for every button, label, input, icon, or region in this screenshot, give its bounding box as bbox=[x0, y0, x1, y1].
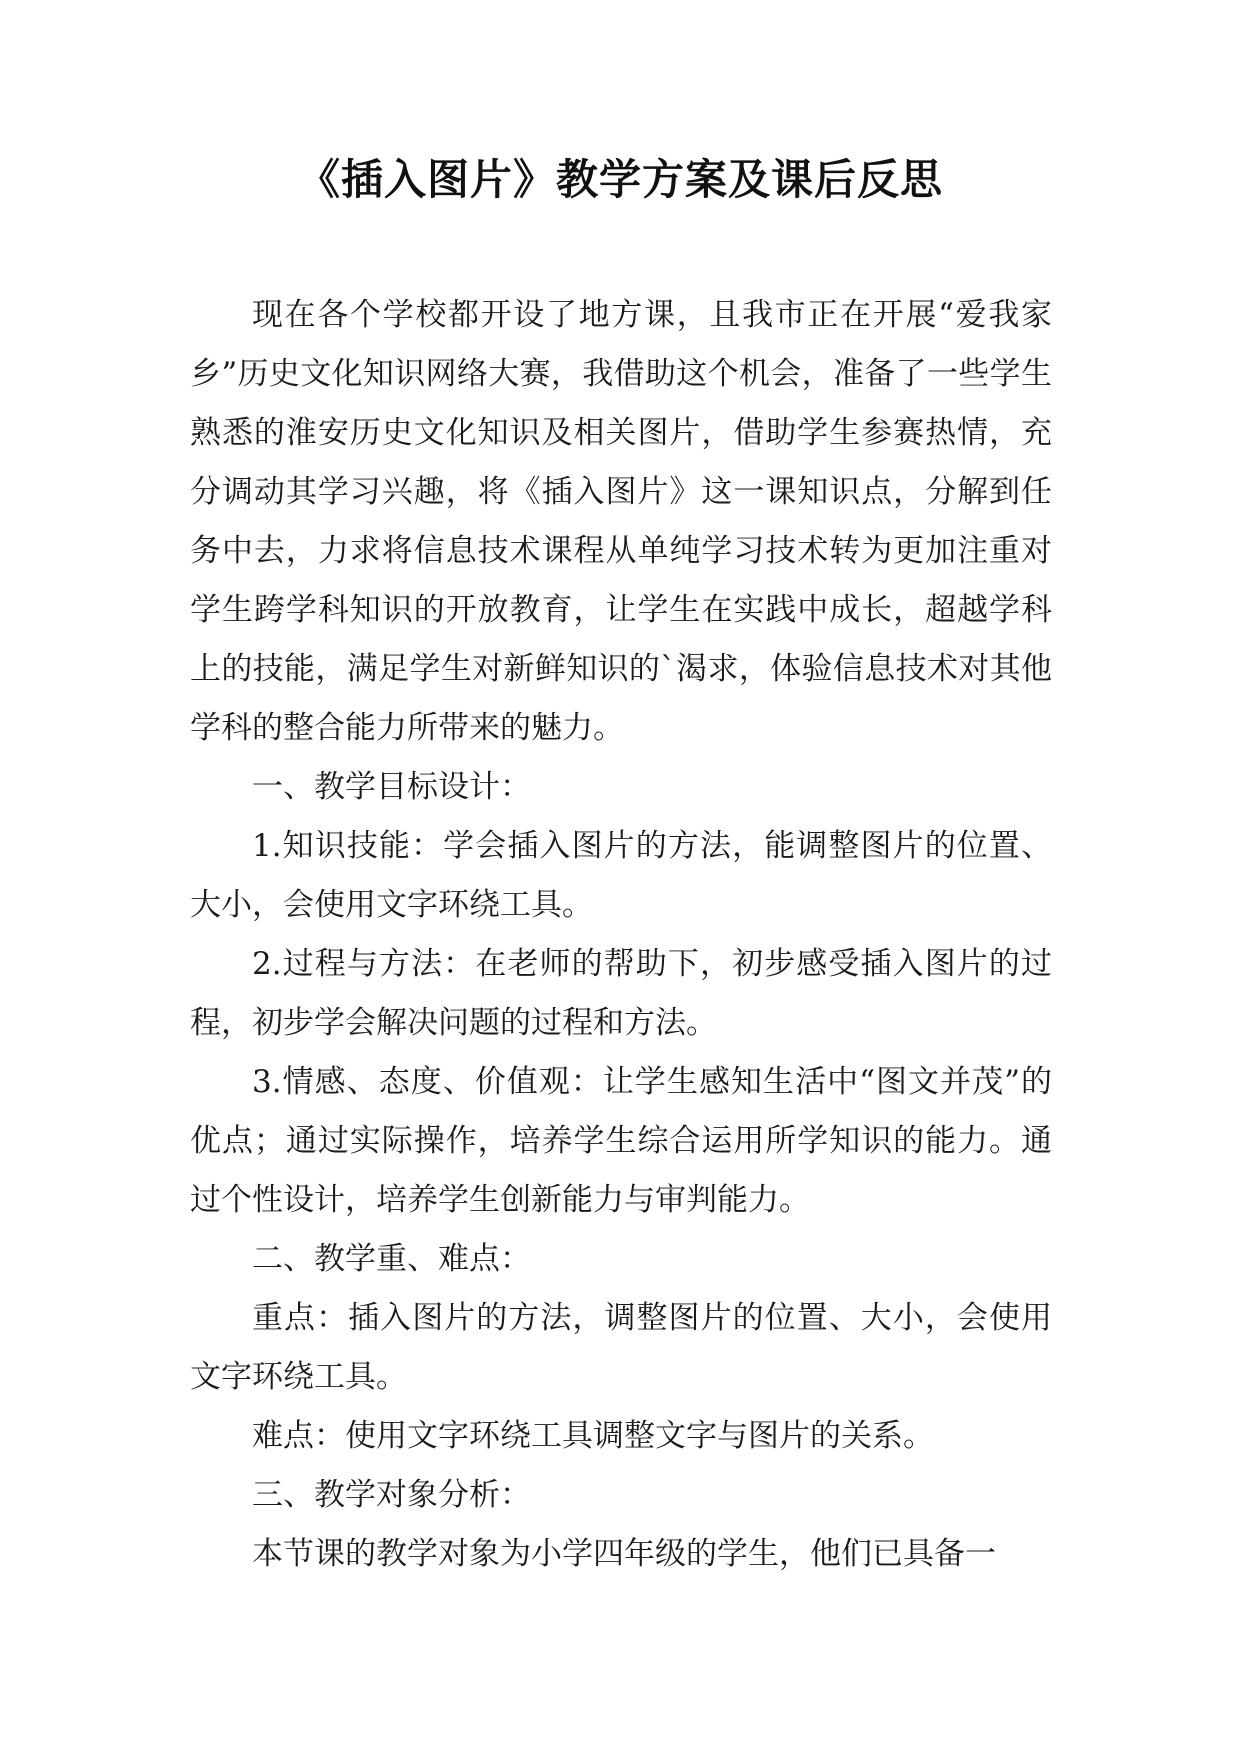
document-body bbox=[190, 286, 1052, 1584]
section-heading-objectives: 一、教学目标设计： bbox=[252, 769, 531, 805]
objective-process-methods: 2.过程与方法：在老师的帮助下，初步感受插入图片的过程，初步学会解决问题的过程和方法。 bbox=[190, 946, 1052, 1041]
objective-emotion-values: 3.情感、态度、价值观：让学生感知生活中“图文并茂”的优点；通过实际操作，培养学生综合运用所学知识的能力。通过个性设计，培养学生创新能力与审判能力。 bbox=[190, 1064, 1052, 1218]
section-heading-audience: 三、教学对象分析： bbox=[252, 1477, 531, 1513]
intro-paragraph: 现在各个学校都开设了地方课，且我市正在开展“爱我家乡”历史文化知识网络大赛，我借助这个机会，准备了一些学生熟悉的淮安历史文化知识及相关图片，借助学生参赛热情，充分调动其学习兴趣，将《插入图片》这一课知识点，分解到任务中去，力求将信息技术课程从单纯学习技术转为更加注重对学生跨学科知识的开放教育，让学生在实践中成长，超越学科上的技能，满足学生对新鲜知识的`渴求，体验信息技术对其他学科的整合能力所带来的魅力。 bbox=[190, 297, 1052, 746]
key-point-paragraph: 重点：插入图片的方法，调整图片的位置、大小，会使用文字环绕工具。 bbox=[190, 1300, 1052, 1395]
audience-paragraph: 本节课的教学对象为小学四年级的学生，他们已具备一 bbox=[252, 1536, 996, 1572]
difficult-point-paragraph: 难点：使用文字环绕工具调整文字与图片的关系。 bbox=[252, 1418, 934, 1454]
objective-knowledge-skills: 1.知识技能：学会插入图片的方法，能调整图片的位置、大小，会使用文字环绕工具。 bbox=[190, 828, 1052, 923]
section-heading-key-points: 二、教学重、难点： bbox=[252, 1241, 531, 1277]
document-title: 《插入图片》教学方案及课后反思 bbox=[297, 155, 943, 204]
